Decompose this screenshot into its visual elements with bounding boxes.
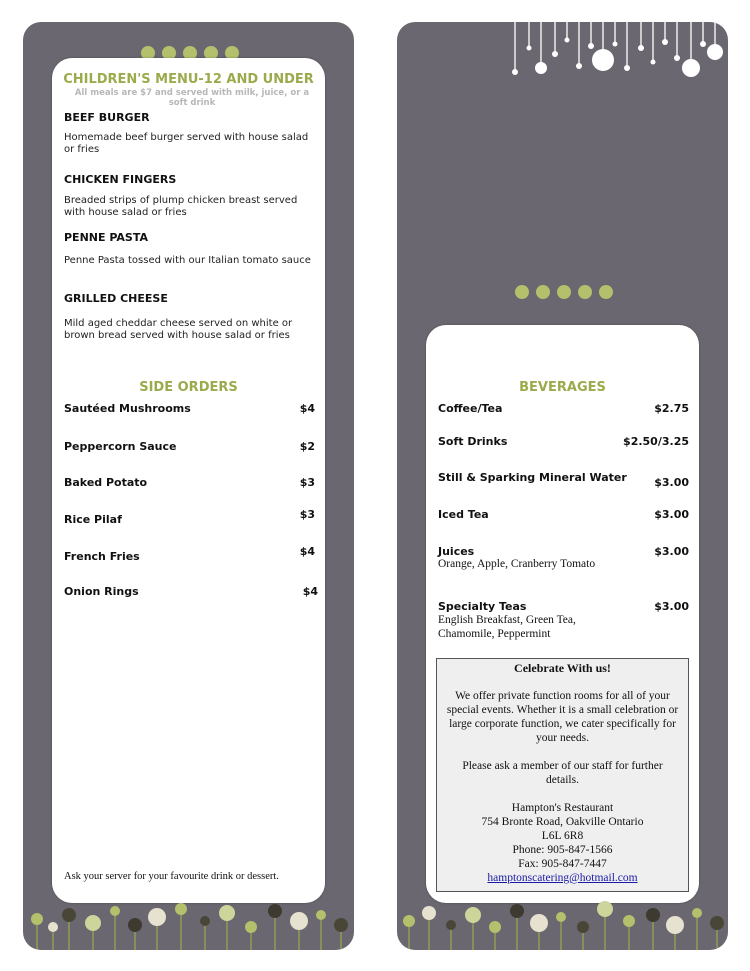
email-link[interactable]: hamptonscatering@hotmail.com	[487, 872, 638, 884]
decor-dot	[557, 285, 571, 299]
side-item-name: French Fries	[64, 550, 140, 563]
restaurant-phone: Phone: 905-847-1566	[512, 844, 613, 856]
kids-item-desc: Homemade beef burger served with house salad or fries	[64, 132, 309, 155]
side-item-name: Peppercorn Sauce	[64, 440, 177, 453]
kids-item-title: CHICKEN FINGERS	[64, 173, 177, 186]
celebrate-para2: Please ask a member of our staff for further details.	[462, 760, 663, 786]
kids-item-title: GRILLED CHEESE	[64, 292, 168, 305]
restaurant-postal: L6L 6R8	[541, 830, 584, 842]
side-item-price: $4	[302, 585, 318, 598]
beverage-price: $2.50/3.25	[623, 435, 689, 448]
footer-note: Ask your server for your favourite drink or dessert.	[64, 871, 279, 882]
side-item-price: $4	[299, 545, 315, 558]
beverage-name: Soft Drinks	[438, 435, 508, 448]
side-item-name: Onion Rings	[64, 585, 139, 598]
beverage-sub: English Breakfast, Green Tea, Chamomile, Peppermint	[438, 614, 576, 640]
kids-item-desc: Mild aged cheddar cheese served on white or brown bread served with house salad or fries	[64, 318, 293, 341]
decor-dot	[578, 285, 592, 299]
restaurant-fax: Fax: 905-847-7447	[518, 858, 607, 870]
kids-menu-note: All meals are $7 and served with milk, juice, or a soft drink	[74, 88, 310, 108]
right-menu-panel	[397, 22, 728, 950]
kids-menu-card	[52, 58, 325, 903]
beverages-heading: BEVERAGES	[519, 380, 606, 395]
celebrate-para1: We offer private function rooms for all of your special events. Whether it is a small celebration or large corporate function, we cater specifically for your needs.	[446, 690, 679, 744]
restaurant-name: Hampton's Restaurant	[511, 802, 614, 814]
beverage-price: $3.00	[654, 600, 689, 613]
celebrate-box	[436, 658, 689, 892]
beverage-name: Juices	[438, 545, 475, 558]
kids-item-title: BEEF BURGER	[64, 111, 150, 124]
beverage-name: Specialty Teas	[438, 600, 527, 613]
right-decor-dots	[515, 285, 613, 299]
side-item-price: $3	[299, 508, 315, 521]
beverage-sub: Orange, Apple, Cranberry Tomato	[438, 558, 596, 570]
side-item-price: $4	[299, 402, 315, 415]
hanging-drops-decoration	[507, 22, 728, 102]
beverage-name: Coffee/Tea	[438, 402, 503, 415]
beverages-card	[426, 325, 699, 903]
side-item-name: Sautéed Mushrooms	[64, 402, 191, 415]
left-menu-panel	[23, 22, 354, 950]
decor-dot	[536, 285, 550, 299]
kids-menu-heading: CHILDREN'S MENU-12 AND UNDER	[63, 72, 314, 87]
beverage-name: Iced Tea	[438, 508, 489, 521]
side-orders-heading: SIDE ORDERS	[139, 380, 238, 395]
beverage-price: $3.00	[654, 508, 689, 521]
beverage-price: $3.00	[654, 545, 689, 558]
side-item-price: $3	[299, 476, 315, 489]
side-item-name: Rice Pilaf	[64, 513, 122, 526]
celebrate-title: Celebrate With us!	[514, 661, 611, 675]
restaurant-address: 754 Bronte Road, Oakville Ontario	[481, 816, 644, 828]
kids-item-desc: Breaded strips of plump chicken breast served with house salad or fries	[64, 195, 298, 218]
kids-item-title: PENNE PASTA	[64, 231, 148, 244]
beverage-price: $3.00	[654, 476, 689, 489]
beverage-name: Still & Sparking Mineral Water	[438, 471, 627, 484]
flower-decoration	[397, 897, 728, 950]
flower-decoration	[23, 897, 354, 950]
decor-dot	[599, 285, 613, 299]
decor-dot	[515, 285, 529, 299]
side-item-name: Baked Potato	[64, 476, 148, 489]
beverage-price: $2.75	[654, 402, 689, 415]
kids-item-desc: Penne Pasta tossed with our Italian tomato sauce	[64, 255, 311, 266]
side-item-price: $2	[299, 440, 315, 453]
